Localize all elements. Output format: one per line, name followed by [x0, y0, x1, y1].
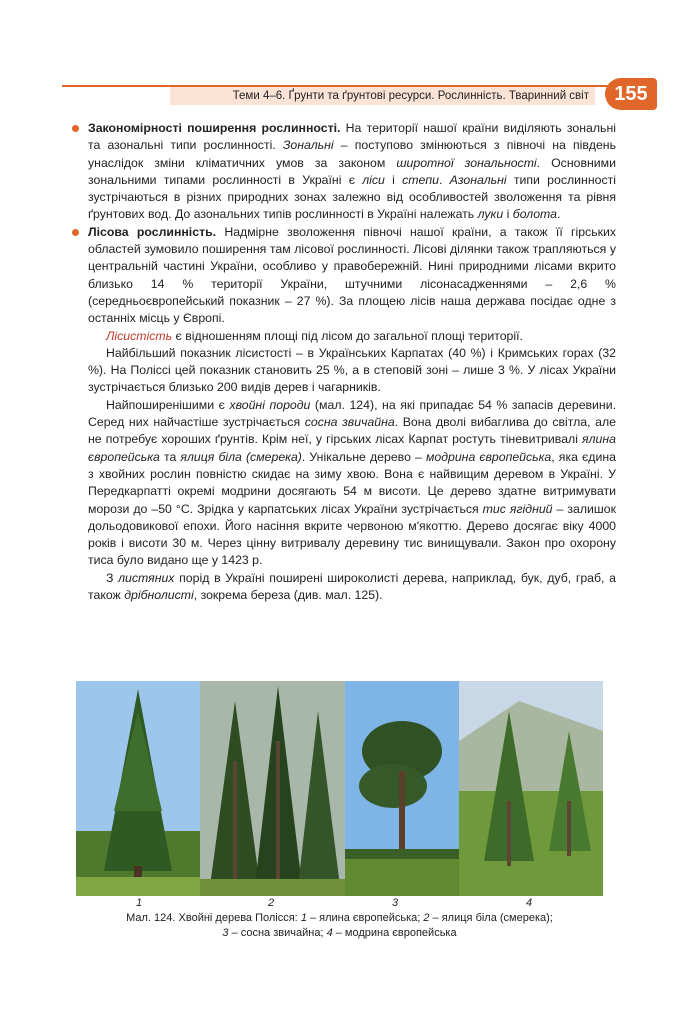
- figure-caption: Мал. 124. Хвойні дерева Полісся: 1 – ялина європейська; 2 – ялиця біла (смерека); 3 – сосна звичайна; 4 – модрина європейська: [126, 912, 553, 939]
- page-number: 155: [605, 78, 657, 110]
- term-zonal: Зональні: [282, 138, 334, 153]
- photo-number-2: 2: [268, 897, 275, 909]
- term-forest-cover: Лісистість: [106, 328, 173, 343]
- paragraph-forest-cover-stats: Найбільший показник лісистості – в Українських Карпатах (40 %) і Кримських горах (32 %). На Поліссі цей показник становить 25 %, а в степовій зоні – лише 3 %. У лісах України зустрічається близько 200 видів дерев і чагарників.: [88, 345, 616, 395]
- term-forests: ліси: [362, 172, 385, 187]
- figure-photos: [76, 681, 603, 896]
- paragraph-distribution: Закономірності поширення рослинності. На території нашої країни виділяють зональні та азональні типи рослинності. Зональні – поступово змінюються з півночі на південь унаслідок зміни кліматичних умов за законом широтної зональності. Основними зональними типами рослинності в Україні є ліси і степи. Азональні типи рослинності зустрічаються в різних природних зонах залежно від особливостей зволоження та рівня ґрунтових вод. До азональних типів рослинності в Україні належать луки і болота.: [88, 120, 616, 224]
- body-text: [88, 120, 616, 604]
- term-pine: сосна звичайна: [304, 415, 395, 430]
- term-spruce: ялина європейська: [88, 432, 616, 464]
- term-swamps: болота: [512, 207, 557, 222]
- photo-number-1: 1: [136, 897, 143, 909]
- photo-number-3: 3: [392, 897, 399, 909]
- photo-spruce: [76, 681, 200, 896]
- term-deciduous: листяних: [118, 570, 175, 585]
- term-small-leaved: дрібнолисті: [124, 588, 194, 603]
- bullet-icon: [72, 125, 79, 132]
- running-header: Теми 4–6. Ґрунти та ґрунтові ресурси. Рослинність. Тваринний світ: [170, 87, 595, 105]
- paragraph-deciduous: З листяних порід в Україні поширені широколисті дерева, наприклад, бук, дуб, граб, а також дрібнолисті, зокрема береза (див. мал. 125).: [88, 570, 616, 603]
- photo-number-4: 4: [526, 897, 533, 909]
- term-larch: модрина європейська: [425, 449, 552, 464]
- paragraph-conifers: Найпоширенішими є хвойні породи (мал. 124), на які припадає 54 % запасів деревини. Серед них найчастіше зустрічається сосна звичайна. Вона дволі вибаглива до світла, але не потребує хороших ґрунтів. Крім неї, у гірських лісах Карпат ростуть тіневитривалі ялина європейська та ялиця біла (смерека). Унікальне дерево – модрина європейська, яка єдина з хвойних рослин повністю скидає на зиму хвою. Вона є найвищим деревом в Україні. У Передкарпатті окремі модрини досягають 54 м висоти. Це дерево здатне витримувати морози до –50 °С. Зрідка у карпатських лісах України зустрічається тис ягідний – залишок дольодовикової епохи. Його насіння вкрите червоною м'якоттю. Дерево досягає віку 4000 років і висоти 30 м. Через цінну витривалу деревину тис винищували. Закон про охорону тиса було видано ще у 1423 р.: [88, 397, 617, 568]
- paragraph-forest-vegetation: Лісова рослинність. Надмірне зволоження півночі нашої країни, а також її гірських областей зумовило поширення там лісової рослинності. Лісові ділянки також трапляються у центральній частині України, особливо у правобережній. Нині природними лісами вкрито близько 14 % території України, штучними лісонасадженнями – 2,6 % (середньоєвропейський показник – 27 %). За площею лісів наша держава посідає одне з останніх місць у Європі.: [88, 224, 616, 328]
- paragraph-forest-cover-definition: Лісистість є відношенням площі під лісом до загальної площі території.: [106, 328, 523, 343]
- term-yew: тис ягідний: [482, 501, 553, 516]
- term-azonal: Азональні: [449, 172, 507, 187]
- photo-larch: [459, 681, 603, 896]
- term-steppes: степи: [402, 172, 439, 187]
- heading-forest-vegetation: Лісова рослинність.: [88, 224, 217, 239]
- term-conifers: хвойні породи: [229, 397, 311, 412]
- term-meadows: луки: [477, 207, 504, 222]
- bullet-icon: [72, 229, 79, 236]
- photo-fir: [200, 681, 345, 896]
- photo-pine: [345, 681, 459, 896]
- term-fir: ялиця біла (смерека): [180, 449, 302, 464]
- heading-distribution: Закономірності поширення рослинності.: [88, 121, 341, 135]
- term-latitudinal-zonality: широтної зональності: [396, 155, 537, 170]
